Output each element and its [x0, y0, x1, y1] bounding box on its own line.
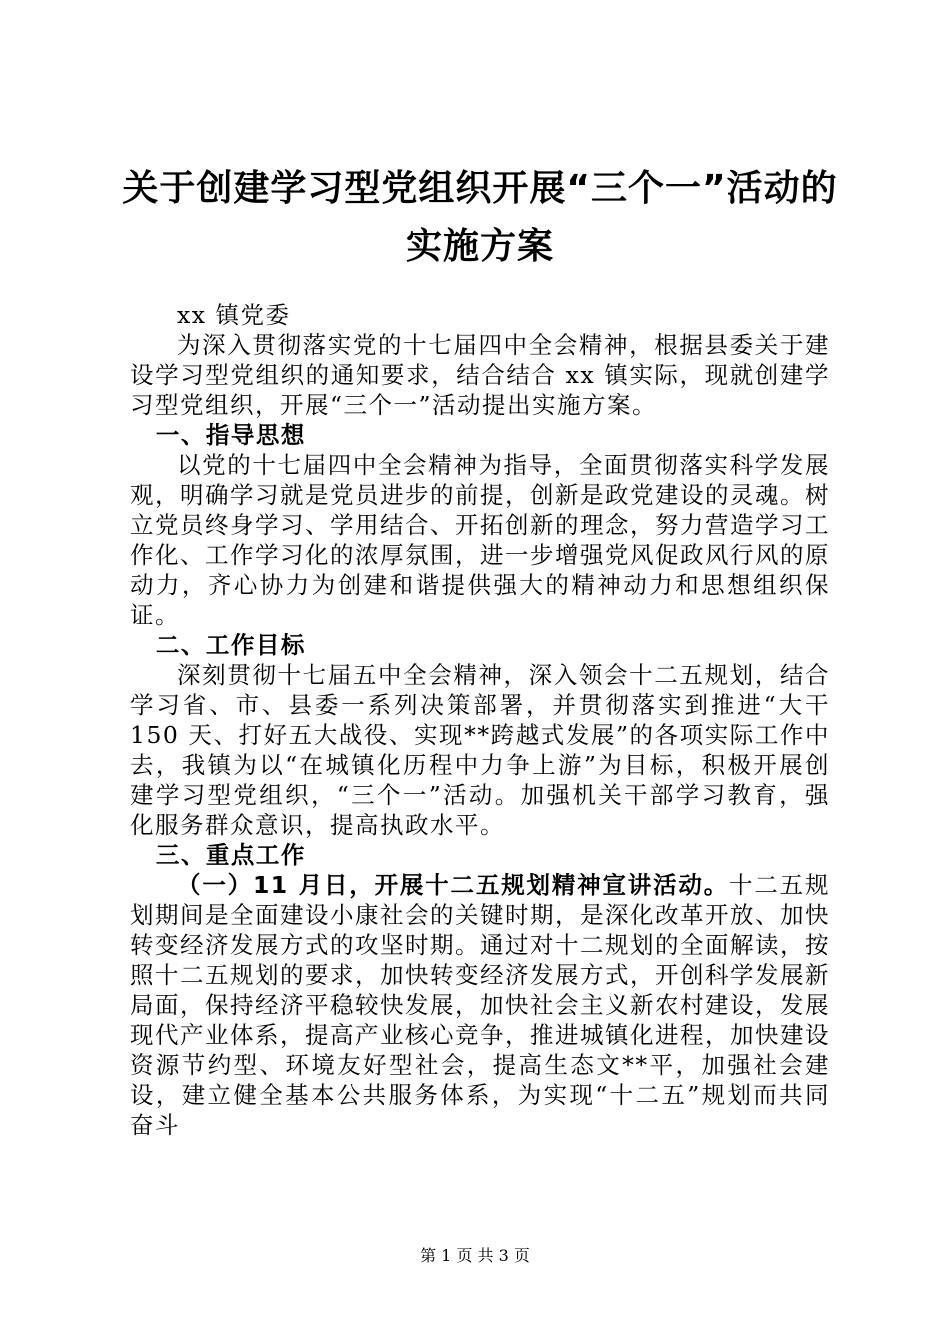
- section-heading-work-goal: 二、工作目标: [155, 631, 306, 659]
- document-body: [130, 300, 830, 1140]
- key-work-item-lead: （一）11 月日，开展十二五规划精神宣讲活动。: [177, 871, 730, 899]
- issuer-line: xx 镇党委: [177, 301, 291, 329]
- intro-paragraph: 为深入贯彻落实党的十七届四中全会精神，根据县委关于建设学习型党组织的通知要求，结合结合 xx 镇实际，现就创建学习型党组织，开展“三个一”活动提出实施方案。: [130, 331, 830, 419]
- document-title-line-2: 实施方案: [405, 226, 554, 267]
- section-body-work-goal: 深刻贯彻十七届五中全会精神，深入领会十二五规划，结合学习省、市、县委一系列决策部署，并贯彻落实到推进“大干 150 天、打好五大战役、实现**跨越式发展”的各项实际工作中去，我镇为以“在城镇化历程中力争上游”为目标，积极开展创建学习型党组织，“三个一”活动。加强机关干部学习教育，强化服务群众意识，提高执政水平。: [130, 661, 830, 839]
- document-title-line-1: 关于创建学习型党组织开展“三个一”活动的: [122, 168, 838, 209]
- section-heading-guiding-thought: 一、指导思想: [155, 421, 306, 449]
- page-number-footer: 第 1 页 共 3 页: [420, 1246, 530, 1265]
- section-body-guiding-thought: 以党的十七届四中全会精神为指导，全面贯彻落实科学发展观，明确学习就是党员进步的前提，创新是政党建设的灵魂。树立党员终身学习、学用结合、开拓创新的理念，努力营造学习工作化、工作学习化的浓厚氛围，进一步增强党风促政风行风的原动力，齐心协力为创建和谐提供强大的精神动力和思想组织保证。: [130, 451, 830, 629]
- section-heading-key-work: 三、重点工作: [155, 841, 306, 869]
- key-work-item-text: 十二五规划期间是全面建设小康社会的关键时期，是深化改革开放、加快转变经济发展方式的攻坚时期。通过对十二规划的全面解读，按照十二五规划的要求，加快转变经济发展方式，开创科学发展新局面，保持经济平稳较快发展，加快社会主义新农村建设，发展现代产业体系，提高产业核心竞争，推进城镇化进程，加快建设资源节约型、环境友好型社会，提高生态文**平，加强社会建设，建立健全基本公共服务体系，为实现“十二五”规划而共同奋斗: [130, 871, 830, 1139]
- section-body-key-work: [130, 870, 830, 1140]
